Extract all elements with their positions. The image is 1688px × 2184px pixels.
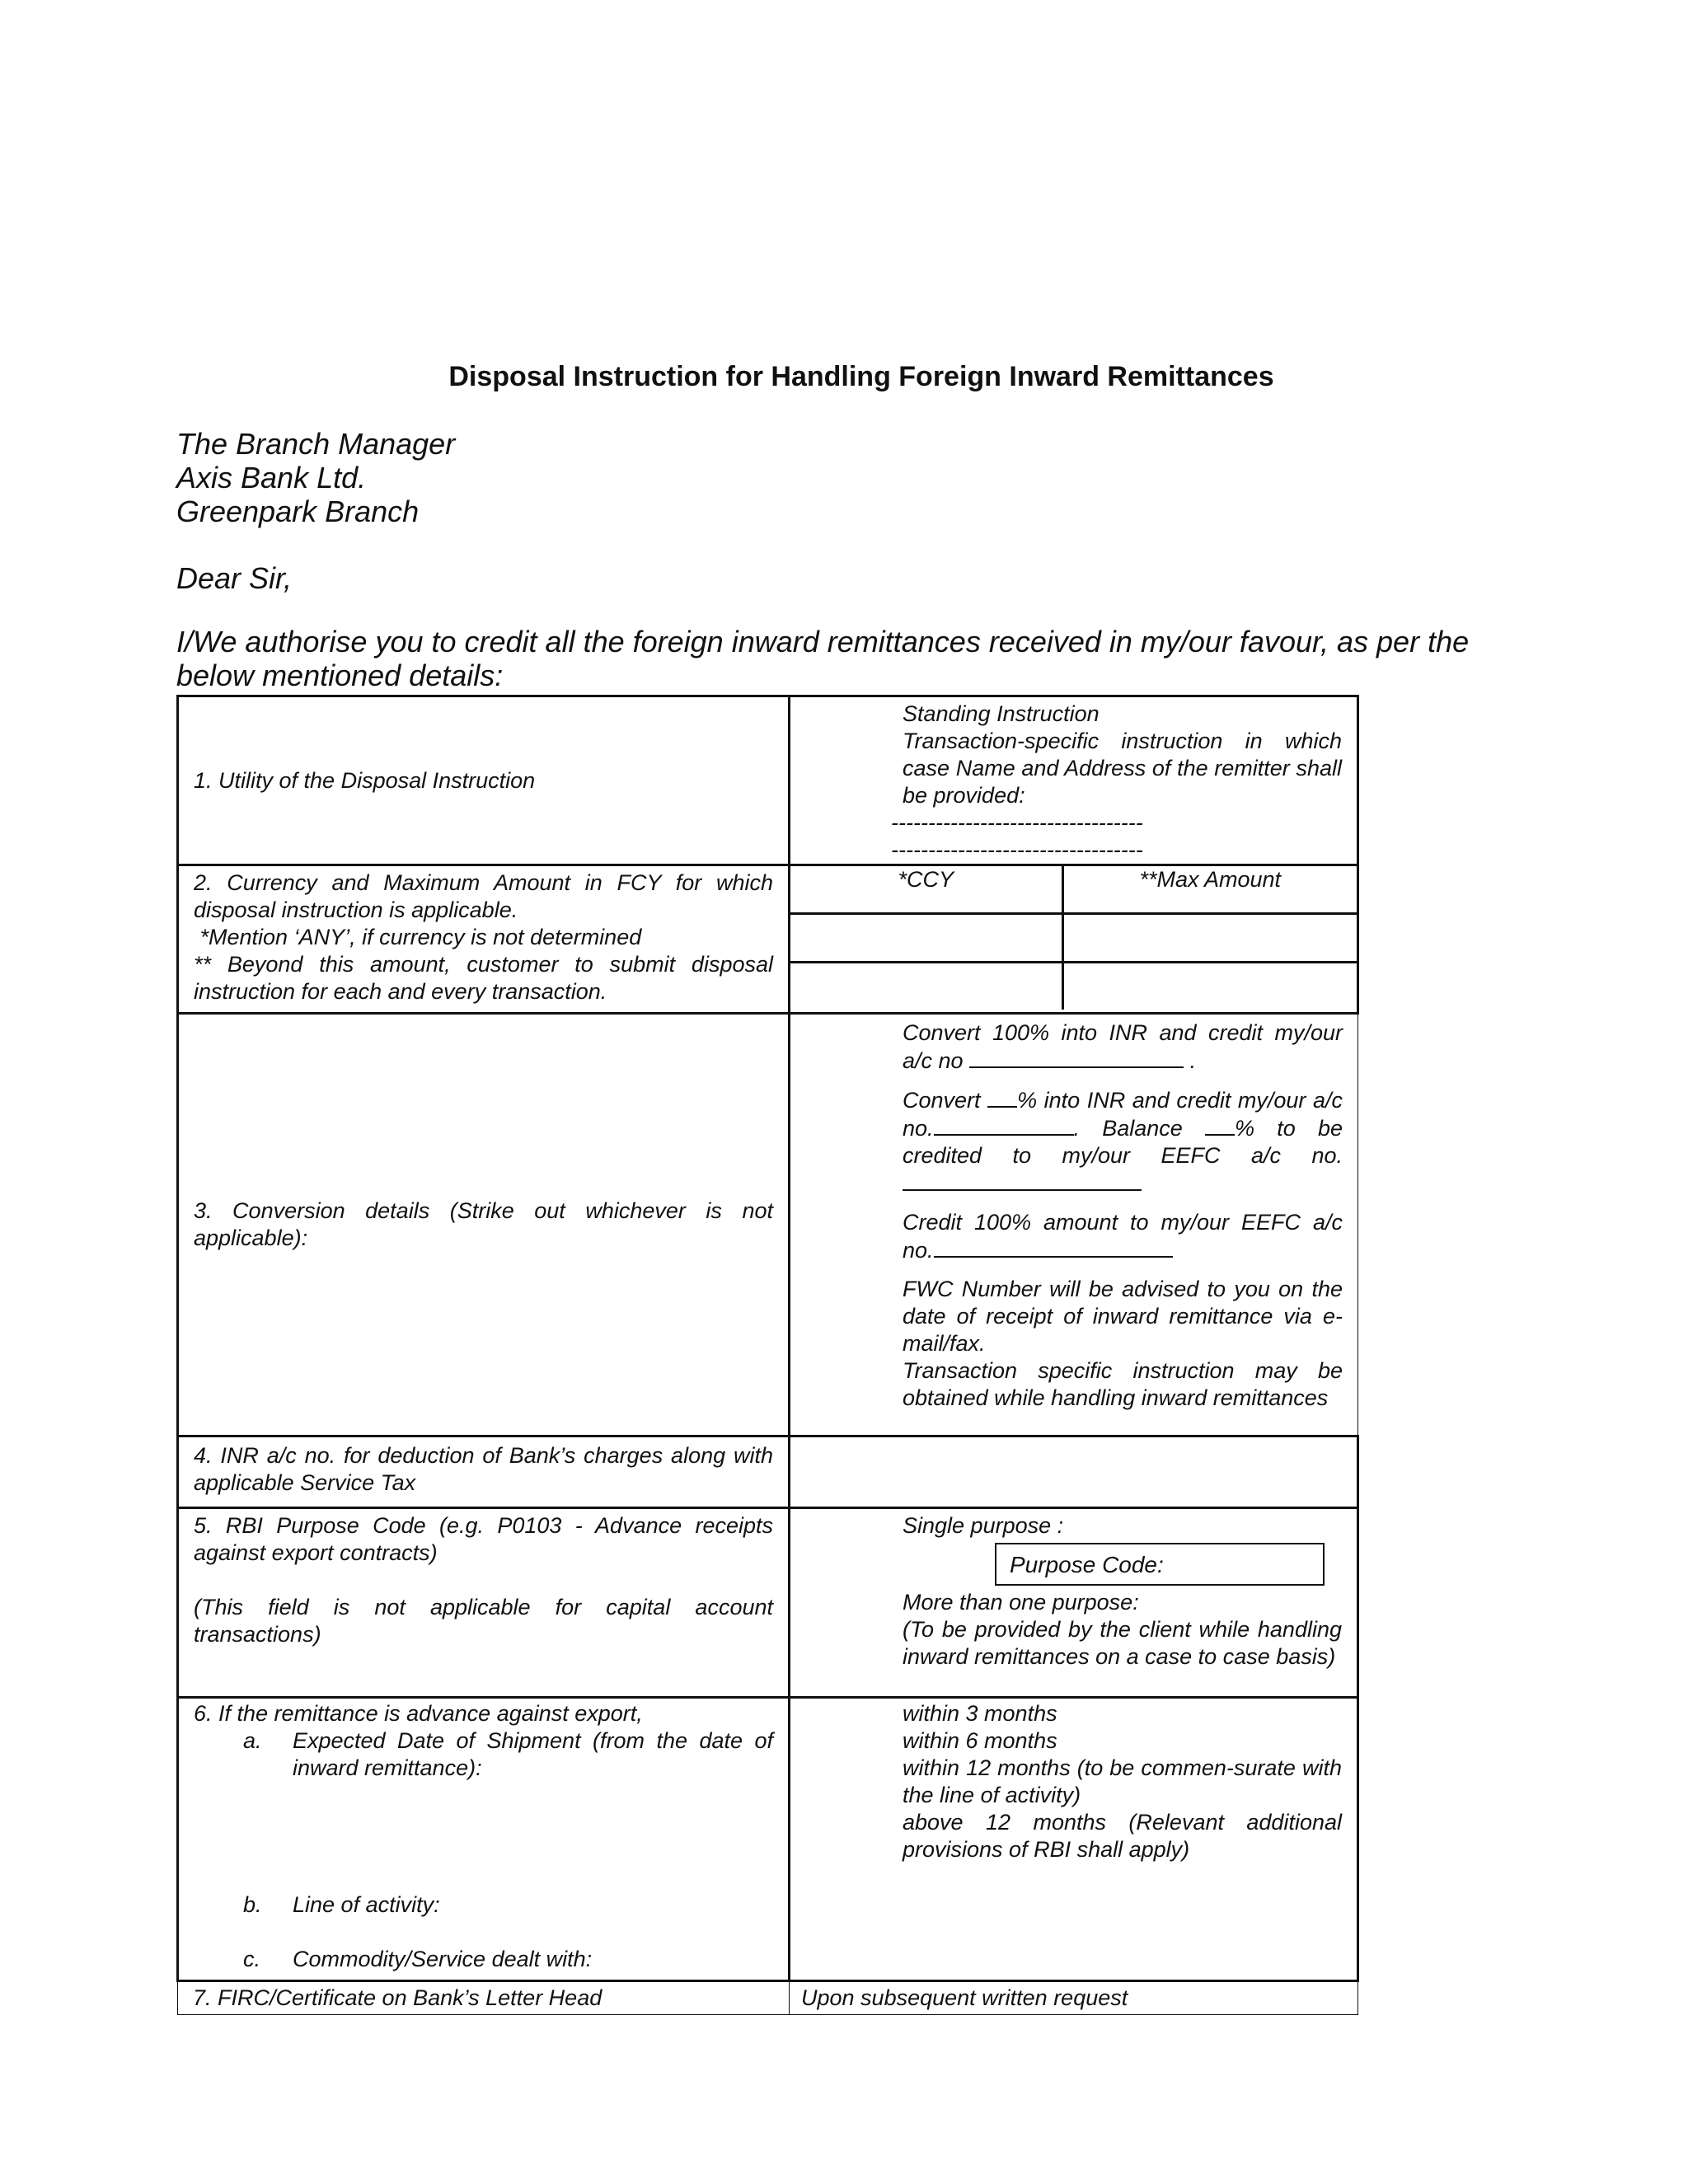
shipment-date-item: a. Expected Date of Shipment (from the date of inward remittance): [243,1728,773,1780]
form-title: Disposal Instruction for Handling Foreign Inward Remittances [448,361,1274,392]
row-advance-export [178,1698,1358,1981]
address-line-3: Greenpark Branch [176,494,420,528]
row-firc [178,1981,1358,2015]
row-conversion [178,1014,1358,1436]
row-inr-account [178,1436,1358,1508]
disposal-form-table [176,695,1359,2015]
purpose-code-input[interactable]: Purpose Code: [995,1543,1325,1586]
currency-note-limit: ** Beyond this amount, customer to submit disposal instruction for each and every transaction. [194,952,773,1004]
max-amount-input-1[interactable] [1062,914,1357,963]
max-amount-input-2[interactable] [1062,963,1357,1010]
salutation: Dear Sir, [176,561,293,595]
transaction-specific-note: Transaction specific instruction may be obtained while handling inward remittances [903,1358,1343,1410]
eefc-account-blank-2[interactable] [934,1236,1173,1258]
utility-options[interactable] [790,696,1358,865]
conversion-label: 3. Conversion details (Strike out whichever is not applicable): [178,1014,790,1436]
firc-label: 7. FIRC/Certificate on Bank’s Letter Head [178,1981,790,2015]
capital-account-note: (This field is not applicable for capital account transactions) [194,1595,773,1647]
percent-inr-blank[interactable] [987,1086,1017,1108]
commodity-item[interactable]: c. Commodity/Service dealt with: [243,1947,593,1971]
row-purpose-code [178,1508,1358,1698]
remitter-blank-line-2[interactable]: ---------------------------------- [891,837,1143,862]
standing-instruction-option[interactable]: Standing Instruction [903,701,1100,726]
address-line-2: Axis Bank Ltd. [176,461,367,494]
currency-cell [178,865,790,1014]
convert-100-inr-option[interactable]: Convert 100% into INR and credit my/our a/c no . [903,1020,1343,1073]
remitter-blank-line-1[interactable]: ---------------------------------- [891,810,1143,835]
within-6-months-option[interactable]: within 6 months [903,1728,1057,1753]
ccy-header: *CCY [790,866,1062,914]
max-amount-header: **Max Amount [1062,866,1357,914]
currency-label: 2. Currency and Maximum Amount in FCY for which disposal instruction is applicable. [194,870,773,922]
currency-grid [790,866,1357,1010]
inr-account-blank[interactable] [969,1047,1184,1068]
ccy-input-2[interactable] [790,963,1062,1010]
row-currency [178,865,1358,1014]
currency-note-any: *Mention ‘ANY’, if currency is not determined [194,925,642,949]
advance-export-label: 6. If the remittance is advance against export, [194,1701,643,1726]
inr-charges-input[interactable] [790,1436,1358,1508]
currency-grid-cell [790,865,1358,1014]
shipment-options[interactable] [790,1698,1358,1981]
transaction-specific-option[interactable]: Transaction-specific instruction in which case Name and Address of the remitter shall be provided: [903,729,1342,808]
single-purpose-option[interactable]: Single purpose : [903,1513,1064,1538]
within-12-months-option[interactable]: within 12 months (to be commen-surate with the line of activity) [903,1755,1342,1807]
utility-label: 1. Utility of the Disposal Instruction [178,696,790,865]
purpose-code-cell [178,1508,790,1698]
firc-value: Upon subsequent written request [790,1981,1358,2015]
inr-charges-label: 4. INR a/c no. for deduction of Bank’s charges along with applicable Service Tax [178,1436,790,1508]
ccy-input-1[interactable] [790,914,1062,963]
multi-purpose-option[interactable]: More than one purpose: [903,1590,1139,1615]
within-3-months-option[interactable]: within 3 months [903,1701,1057,1726]
above-12-months-option[interactable]: above 12 months (Relevant additional provisions of RBI shall apply) [903,1810,1342,1862]
percent-eefc-blank[interactable] [1205,1114,1235,1136]
intro-paragraph: I/We authorise you to credit all the foreign inward remittances received in my/our favour, as per the below mentioned details: [176,625,1470,692]
purpose-code-label: 5. RBI Purpose Code (e.g. P0103 - Advance receipts against export contracts) [194,1513,773,1565]
credit-eefc-option[interactable]: Credit 100% amount to my/our EEFC a/c no. [903,1210,1343,1263]
conversion-options[interactable] [790,1014,1358,1436]
convert-partial-option[interactable]: Convert % into INR and credit my/our a/c no. . Balance % to be credited to my/our EEFC a/c no. [903,1086,1343,1197]
line-of-activity-item[interactable]: b. Line of activity: [243,1892,440,1917]
advance-export-cell [178,1698,790,1981]
partial-inr-account-blank[interactable] [934,1114,1074,1136]
address-line-1: The Branch Manager [176,427,456,461]
eefc-account-blank-1[interactable] [903,1169,1142,1191]
multi-purpose-note: (To be provided by the client while handling inward remittances on a case to case basis) [903,1617,1342,1669]
purpose-options[interactable] [790,1508,1358,1698]
row-utility [178,696,1358,865]
fwc-note: FWC Number will be advised to you on the date of receipt of inward remittance via e-mail/fax. [903,1277,1343,1356]
